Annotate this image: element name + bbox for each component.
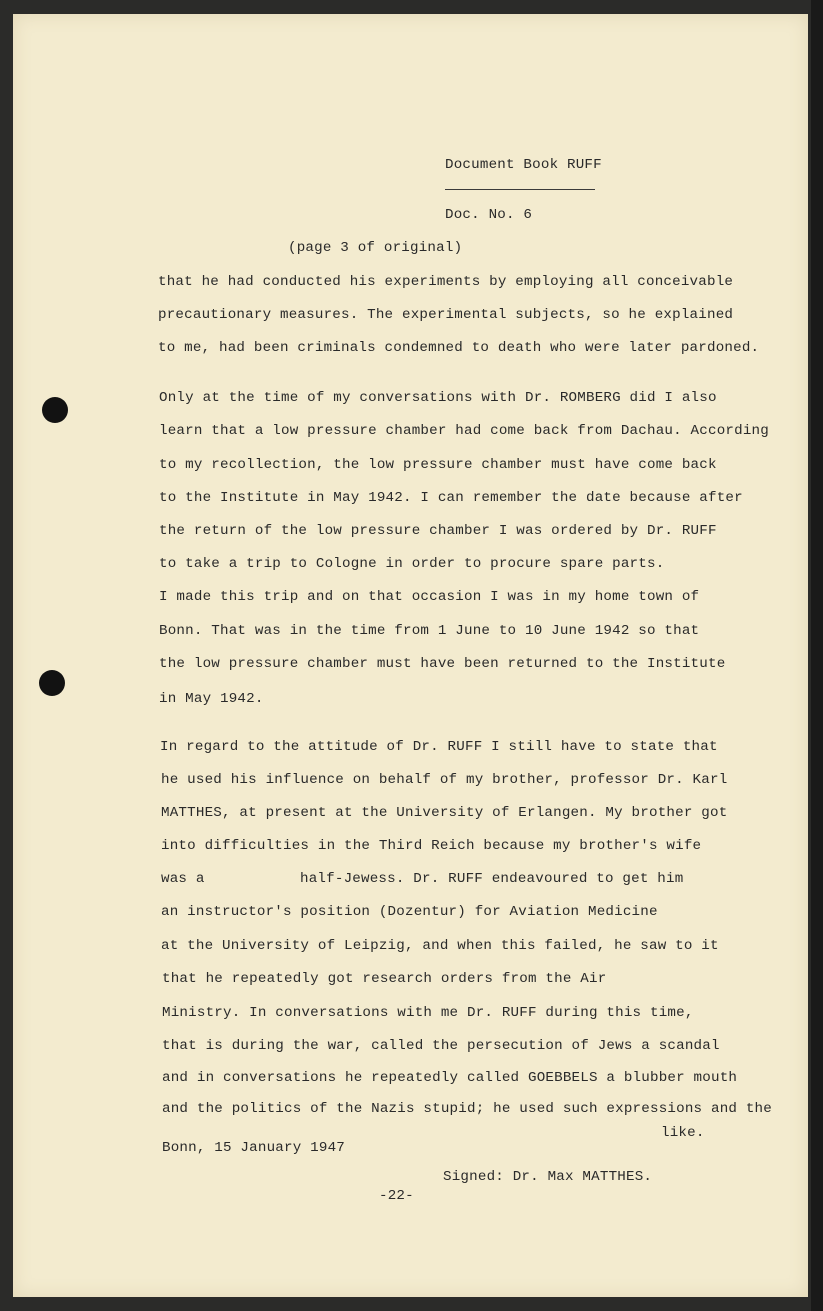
signature-line: Signed: Dr. Max MATTHES. [443,1169,653,1185]
body-line: that is during the war, called the persecution of Jews a scandal [162,1038,720,1054]
body-line: to the Institute in May 1942. I can remember the date because after [159,490,743,506]
body-line: in May 1942. [159,691,264,707]
punch-hole-top [42,397,68,423]
body-line: and the politics of the Nazis stupid; he used such expressions and the [162,1101,772,1117]
document-book-title: Document Book RUFF [445,157,602,173]
body-line: to my recollection, the low pressure chamber must have come back [159,457,717,473]
place-date: Bonn, 15 January 1947 [162,1140,345,1156]
body-line: at the University of Leipzig, and when this failed, he saw to it [161,938,719,954]
body-line: an instructor's position (Dozentur) for Aviation Medicine [161,904,658,920]
body-line: precautionary measures. The experimental subjects, so he explained [158,307,734,323]
body-line: the low pressure chamber must have been returned to the Institute [159,656,726,672]
document-number: Doc. No. 6 [445,207,533,223]
scan-edge [811,0,823,1311]
body-line: I made this trip and on that occasion I was in my home town of [159,589,700,605]
body-line: into difficulties in the Third Reich because my brother's wife [161,838,702,854]
body-line: Ministry. In conversations with me Dr. RUFF during this time, [162,1005,694,1021]
page-number: -22- [379,1188,414,1204]
body-line: to take a trip to Cologne in order to procure spare parts. [159,556,665,572]
body-line: that he repeatedly got research orders from the Air [162,971,607,987]
body-line: learn that a low pressure chamber had come back from Dachau. According [159,423,769,439]
body-line: and in conversations he repeatedly called GOEBBELS a blubber mouth [162,1070,738,1086]
body-line: MATTHES, at present at the University of Erlangen. My brother got [161,805,728,821]
body-line: was a [161,871,205,887]
body-line: he used his influence on behalf of my brother, professor Dr. Karl [161,772,728,788]
body-line: the return of the low pressure chamber I was ordered by Dr. RUFF [159,523,717,539]
body-line: Bonn. That was in the time from 1 June to 10 June 1942 so that [159,623,700,639]
body-line: like. [661,1125,705,1141]
body-line: to me, had been criminals condemned to death who were later pardoned. [158,340,760,356]
page-note: (page 3 of original) [288,240,463,256]
title-underline [445,189,595,190]
body-line: In regard to the attitude of Dr. RUFF I still have to state that [160,739,718,755]
punch-hole-bottom [39,670,65,696]
body-line: half-Jewess. Dr. RUFF endeavoured to get him [300,871,684,887]
body-line: Only at the time of my conversations with Dr. ROMBERG did I also [159,390,717,406]
body-line: that he had conducted his experiments by employing all conceivable [158,274,734,290]
